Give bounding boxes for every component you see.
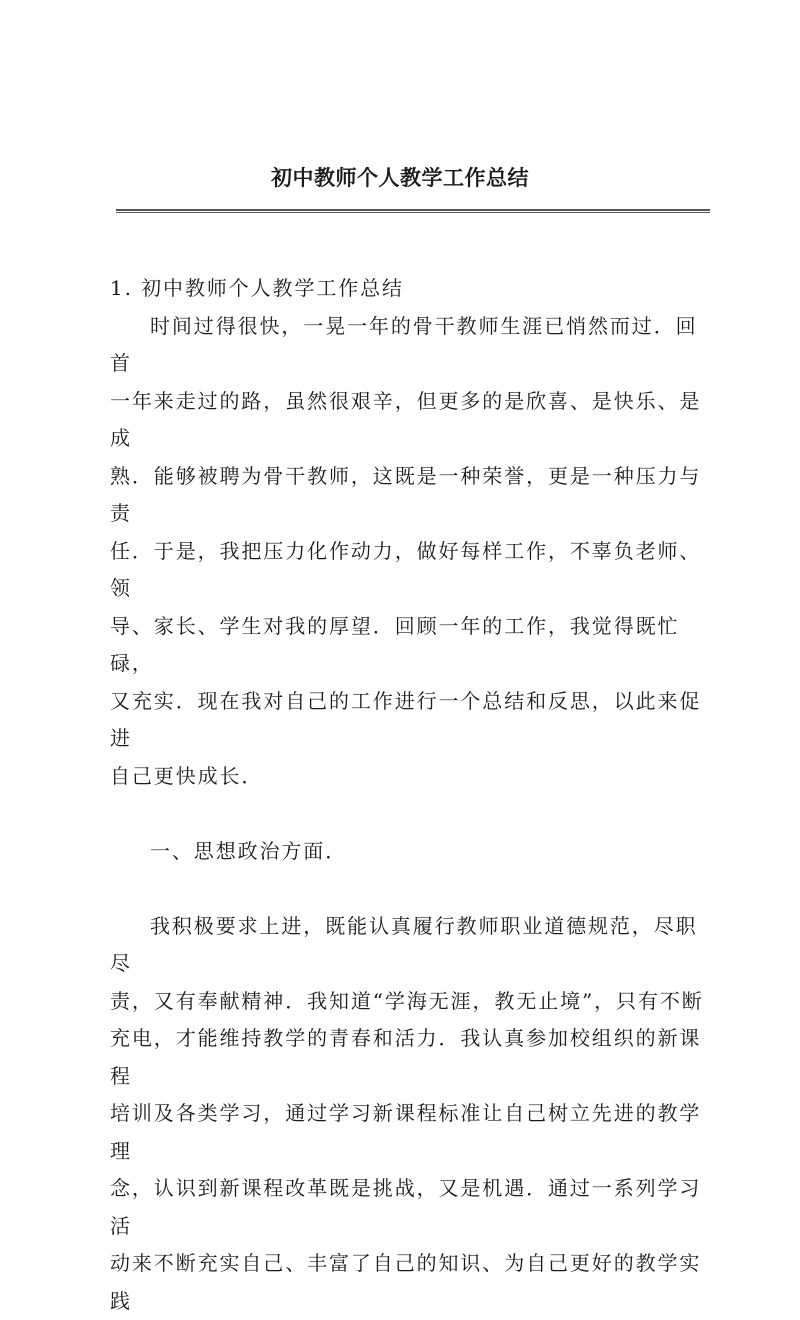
paragraph-line: 责，又有奉献精神．我知道“学海无涯，教无止境”，只有不断 <box>110 983 715 1021</box>
paragraph-line: 又充实．现在我对自己的工作进行一个总结和反思，以此来促进 <box>110 683 715 758</box>
section-heading: 一、思想政治方面． <box>110 833 715 871</box>
document-body <box>110 270 715 1320</box>
paragraph-line: 我积极要求上进，既能认真履行教师职业道德规范，尽职尽 <box>110 908 715 983</box>
paragraph-line: 导、家长、学生对我的厚望．回顾一年的工作，我觉得既忙碌， <box>110 608 715 683</box>
section-subtitle: 1. 初中教师个人教学工作总结 <box>110 270 715 308</box>
paragraph-line: 一年来走过的路，虽然很艰辛，但更多的是欣喜、是快乐、是成 <box>110 383 715 458</box>
document-title: 初中教师个人教学工作总结 <box>0 162 800 192</box>
paragraph-line: 时间过得很快，一晃一年的骨干教师生涯已悄然而过．回首 <box>110 308 715 383</box>
paragraph-line: 熟．能够被聘为骨干教师，这既是一种荣誉，更是一种压力与责 <box>110 458 715 533</box>
paragraph-line: 念，认识到新课程改革既是挑战，又是机遇．通过一系列学习活 <box>110 1170 715 1245</box>
intro-paragraph <box>110 308 715 796</box>
paragraph-line: 动来不断充实自己、丰富了自己的知识、为自己更好的教学实践 <box>110 1245 715 1320</box>
title-divider <box>116 209 710 213</box>
section-paragraph <box>110 908 715 1320</box>
paragraph-line: 任．于是，我把压力化作动力，做好每样工作，不辜负老师、领 <box>110 533 715 608</box>
paragraph-line: 自己更快成长． <box>110 758 715 796</box>
paragraph-line: 培训及各类学习，通过学习新课程标准让自己树立先进的教学理 <box>110 1095 715 1170</box>
paragraph-line: 充电，才能维持教学的青春和活力．我认真参加校组织的新课程 <box>110 1020 715 1095</box>
